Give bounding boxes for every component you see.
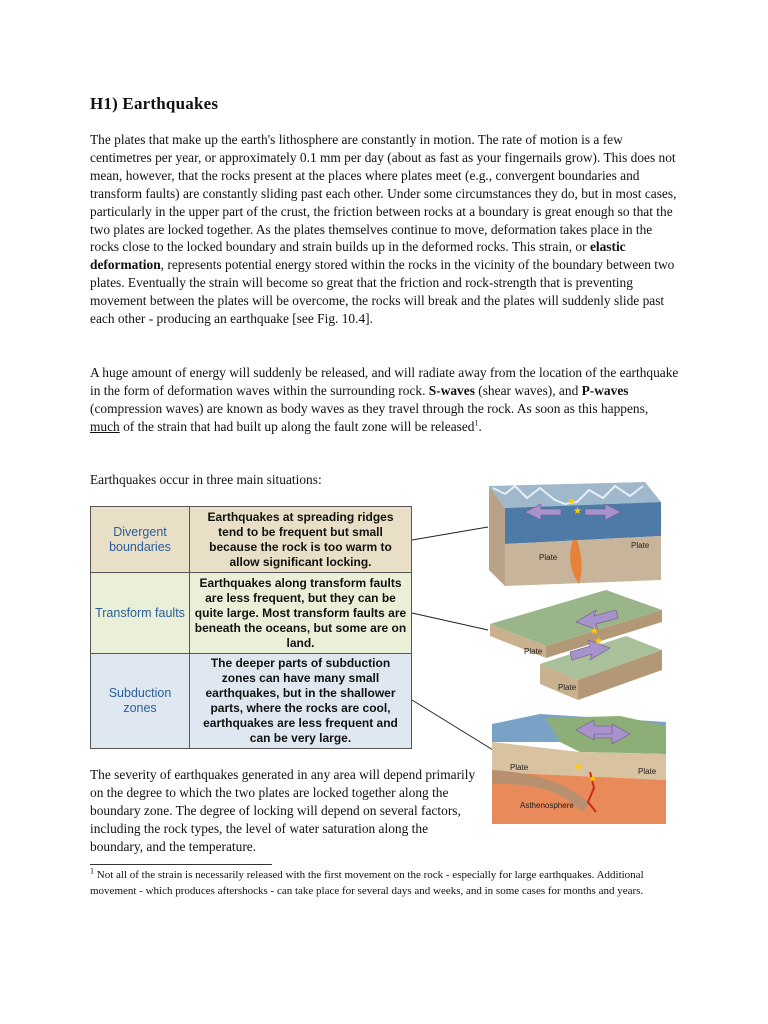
epicenter-star-icon: ★ xyxy=(573,506,582,517)
bold-term-elastic-deformation: elastic deformation xyxy=(90,239,626,273)
transform-fault-diagram xyxy=(486,588,666,706)
footnote-reference[interactable]: 1 xyxy=(474,418,479,428)
plate-label: Plate xyxy=(631,541,650,550)
text-run: The plates that make up the earth's lithosphere are constantly in motion. The rate of motion is a few centimetres per year, or approximately 0.1 mm per day (about as fast as your fingernails grow). This does not mean, however, that the rocks present at the places where plates meet (e.g., convergent boundaries and transform faults) are constantly sliding past each other. Under some circumstances they do, but in most cases, particularly in the upper part of the crust, the friction between rocks at a boundary is great enough so that the two plates are locked together. As the plates themselves continue to move, deformation takes place in the rocks close to the locked boundary and strain builds up in the deformed rocks. This strain, or xyxy=(90,132,677,255)
plate-label: Plate xyxy=(524,647,543,656)
bold-term-p-waves: P-waves xyxy=(581,382,629,398)
paragraph-situations-intro: Earthquakes occur in three main situations: xyxy=(90,472,322,487)
situation-label: Subduction zones xyxy=(91,654,190,749)
connector-line xyxy=(412,527,488,540)
bold-term-s-waves: S-waves xyxy=(428,382,475,398)
epicenter-star-icon: ★ xyxy=(588,774,597,785)
situation-description: Earthquakes along transform faults are less frequent, but they can be quite large. Most transform faults are beneath the oceans, but some are on land. xyxy=(190,573,412,654)
paragraph-severity: The severity of earthquakes generated in any area will depend primarily on the degree to which the two plates are locked together along the boundary zone. The degree of locking will depend on several factors, including the rock types, the level of water saturation along the boundary, and the temperature. xyxy=(90,767,476,854)
epicenter-star-icon: ★ xyxy=(590,626,599,637)
epicenter-star-icon: ★ xyxy=(574,762,583,773)
table-row-subduction xyxy=(91,654,412,749)
page-title: H1) Earthquakes xyxy=(90,94,219,113)
footnote-text: Not all of the strain is necessarily released with the first movement on the rock - especially for large earthquakes. Additional movement - which produces aftershocks - can take place for several days and weeks, and in some cases for months and years. xyxy=(90,869,644,897)
situation-label: Divergent boundaries xyxy=(91,507,190,573)
underlined-word: much xyxy=(90,418,120,434)
situation-description: The deeper parts of subduction zones can have many small earthquakes, but in the shallower parts, where the rocks are cool, earthquakes are less frequent and can be very large. xyxy=(190,654,412,749)
subduction-zone-diagram xyxy=(490,712,670,828)
asthenosphere-label: Asthenosphere xyxy=(520,801,574,810)
epicenter-star-icon: ★ xyxy=(594,636,603,647)
table-row-divergent xyxy=(91,507,412,573)
footnote xyxy=(90,868,680,899)
situation-description: Earthquakes at spreading ridges tend to be frequent but small because the rock is too warm to allow significant locking. xyxy=(190,507,412,573)
text-run: (shear waves), and xyxy=(474,382,582,398)
text-run: (compression waves) are known as body waves as they travel through the rock. As soon as this happens, xyxy=(90,400,649,416)
situation-label: Transform faults xyxy=(91,573,190,654)
table-row-transform xyxy=(91,573,412,654)
connector-line xyxy=(412,613,488,630)
connector-line xyxy=(412,700,493,750)
plate-label: Plate xyxy=(638,767,657,776)
text-run: A huge amount of energy will suddenly be released, and will radiate away from the location of the earthquake in the form of deformation waves within the surrounding rock. xyxy=(90,365,679,398)
plate-label: Plate xyxy=(539,553,558,562)
paragraph-energy-release xyxy=(90,364,680,436)
plate-label: Plate xyxy=(510,763,529,772)
divergent-boundary-diagram xyxy=(485,478,665,588)
text-run: of the strain that had built up along the fault zone will be released xyxy=(119,418,475,434)
table-to-diagram-connectors xyxy=(405,505,495,765)
text-run: , represents potential energy stored within the rocks in the vicinity of the boundary between two plates. Eventually the strain will become so great that the friction and rock-strength that is preventing movement between the plates will be overcome, the rocks will break and the plates will suddenly slide past each other - producing an earthquake [see Fig. 10.4]. xyxy=(90,257,675,327)
plate-label: Plate xyxy=(558,683,577,692)
paragraph-plate-motion xyxy=(90,131,680,328)
footnote-number: 1 xyxy=(90,866,94,876)
earthquake-situations-table xyxy=(90,506,412,749)
epicenter-star-icon: ★ xyxy=(567,496,576,507)
footnote-divider xyxy=(90,864,272,865)
text-run: . xyxy=(478,418,482,434)
